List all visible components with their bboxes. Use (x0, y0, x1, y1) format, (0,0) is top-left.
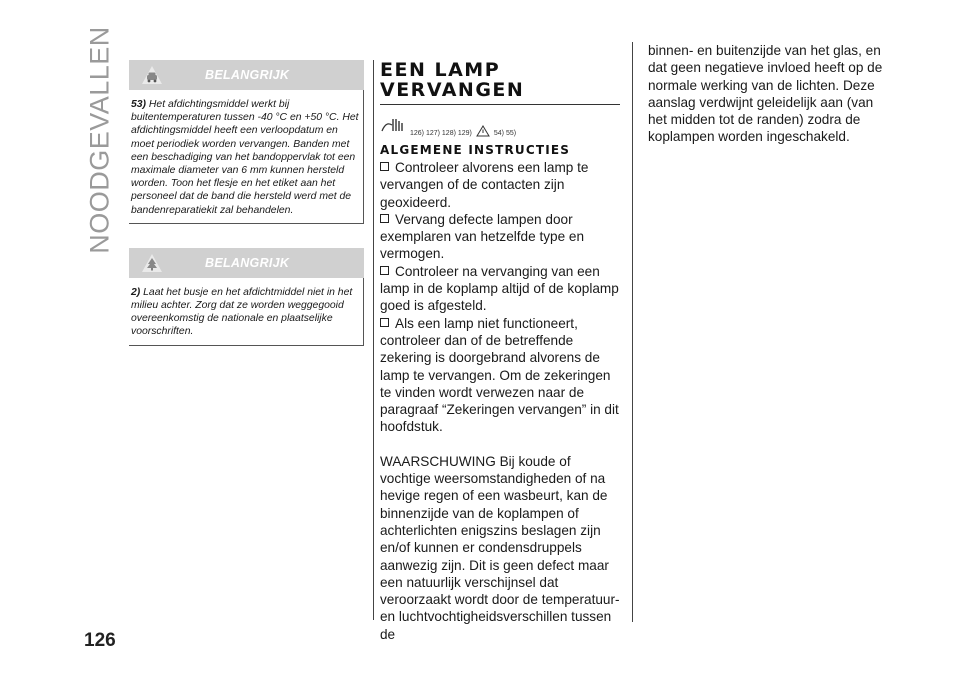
warning-paragraph: WAARSCHUWING Bij koude of vochtige weersomstandigheden of na hevige regen of een wasbeurt, kan de binnenzijde van de koplampen of achterlichten enigszins beslagen zijn en/of kunnen er condensdruppels aanwezig zijn. Dit is geen defect maar een natuurlijk verschijnsel dat veroorzaakt wordt door de temperatuur- en luchtvochtigheidsverschillen tussen de (380, 453, 620, 642)
warning-title: BELANGRIJK (205, 255, 290, 270)
warning-body: Het afdichtingsmiddel werkt bij buitentemperaturen tussen -40 °C en +50 °C. Het afdichtingsmiddel heeft een verloopdatum en moet periodiek worden vervangen. Banden met een beschadiging van het bandoppervlak tot een maximale diameter van 6 mm kunnen hersteld worden. Toon het flesje en het etiket aan het personeel dat de band die hersteld werd met de bandenreparatiekit zal behandelen. (131, 99, 359, 216)
warning-text (129, 278, 364, 345)
checkbox-bullet-icon (380, 162, 389, 171)
checkbox-bullet-icon (380, 214, 389, 223)
warning-body: Laat het busje en het afdichtmiddel niet in het milieu achter. Zorg dat ze worden weggegooid overeenkomstig de nationale en plaatselijke voorschriften. (131, 286, 353, 338)
reference-row (380, 111, 620, 137)
checkbox-bullet-icon (380, 266, 389, 275)
instructions-list (380, 159, 620, 643)
warning-text (129, 90, 364, 223)
warning-header (129, 60, 364, 90)
list-item: Als een lamp niet functioneert, controleer dan of de betreffende zekering is doorgebrand alvorens de lamp te vervangen. Om de zekeringen te vinden wordt verwezen naar de paragraaf “Zekeringen vervangen” in dit hoofdstuk. (380, 315, 619, 435)
lamp-section (380, 60, 620, 643)
warning-header (129, 248, 364, 278)
page-number: 126 (84, 630, 116, 651)
note-references: 54) 55) (493, 130, 517, 137)
warning-title: BELANGRIJK (205, 68, 290, 82)
chapter-side-tab (82, 26, 118, 254)
car-warning-icon (141, 64, 163, 86)
list-item: Controleer alvorens een lamp te vervangen of de contacten zijn geoxideerd. (380, 160, 589, 210)
warning-box-1 (129, 60, 364, 224)
chapter-title: NOODGEVALLEN (84, 26, 115, 254)
tree-environment-icon (141, 252, 163, 274)
column-divider (373, 60, 374, 620)
warning-number: 53) (131, 99, 147, 110)
list-item: Vervang defecte lampen door exemplaren van hetzelfde type en vermogen. (380, 211, 585, 262)
column-divider (632, 42, 633, 622)
warnings-column (129, 60, 364, 356)
warning-number: 2) (131, 286, 141, 298)
checkbox-bullet-icon (380, 318, 389, 327)
warning-references: 126) 127) 128) 129) (410, 130, 472, 137)
subsection-title: ALGEMENE INSTRUCTIES (380, 143, 571, 157)
lamp-warning-icon (380, 115, 406, 137)
title-rule (380, 104, 620, 105)
list-item: Controleer na vervanging van een lamp in de koplamp altijd of de koplamp goed is afgesteld. (380, 263, 619, 314)
warning-box-2 (129, 248, 364, 346)
continuation-paragraph: binnen- en buitenzijde van het glas, en dat geen negatieve invloed heeft op de normale werking van de lichten. Deze aanslag verdwijnt geleidelijk aan (van het midden tot de randen) zodra de koplampen worden ingeschakeld. (648, 43, 883, 145)
section-title: EEN LAMP VERVANGEN (380, 59, 525, 101)
caution-triangle-icon (476, 125, 490, 137)
